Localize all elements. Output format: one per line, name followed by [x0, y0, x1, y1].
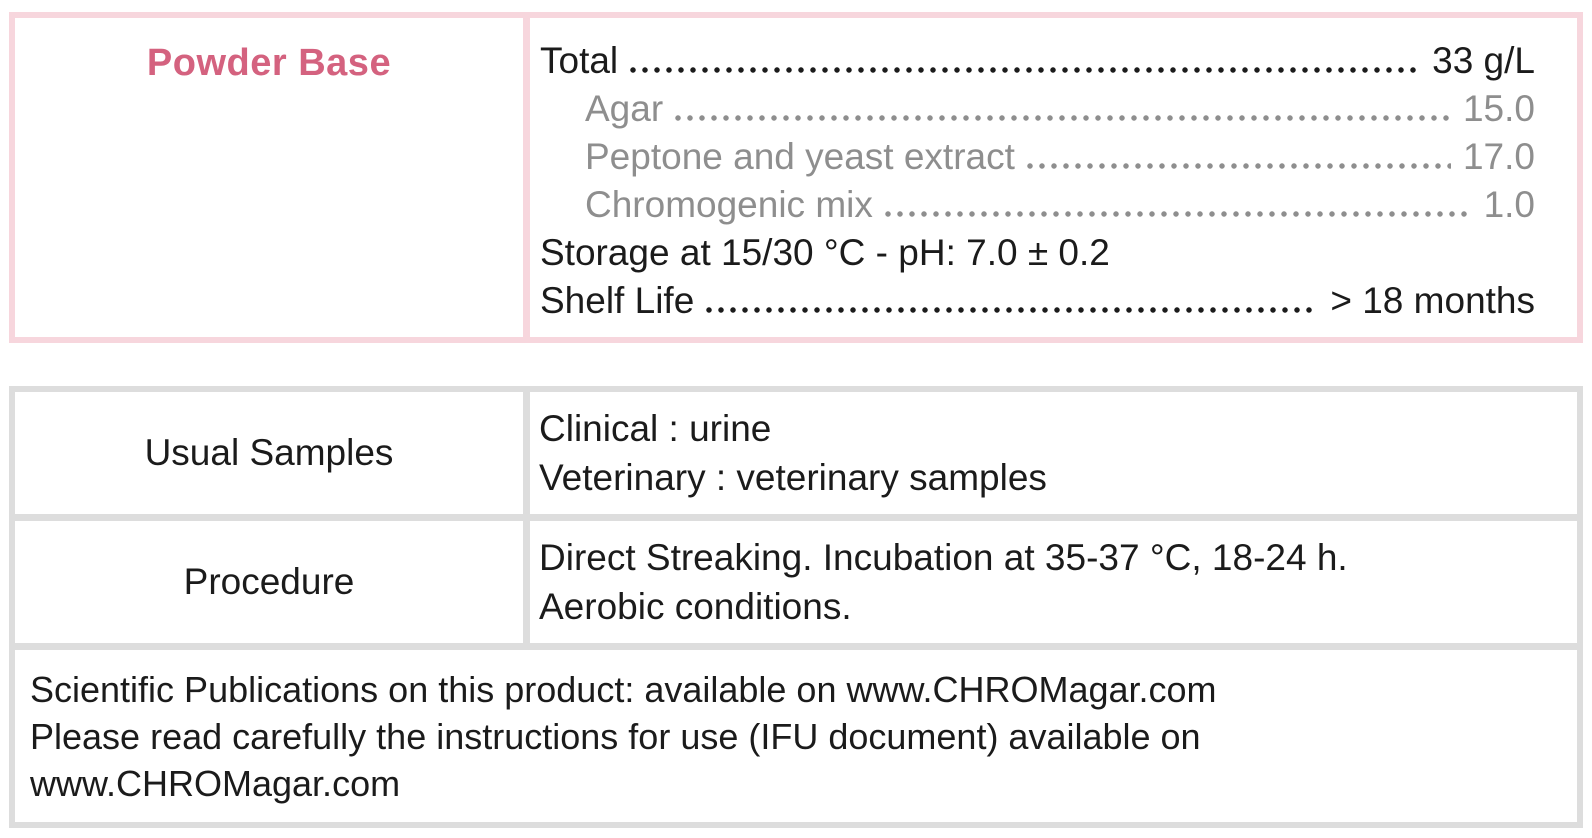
- dot-leader: [706, 307, 1318, 313]
- dot-leader: [675, 115, 1451, 121]
- usual-samples-row: [15, 392, 1577, 521]
- composition-value: 33 g/L: [1432, 40, 1535, 81]
- shelf-life-label: Shelf Life: [540, 280, 695, 321]
- composition-row-chromogenic-mix: [540, 181, 1535, 229]
- procedure-row: [15, 521, 1577, 650]
- usual-samples-label: Usual Samples: [15, 392, 530, 514]
- powder-base-title: Powder Base: [146, 42, 392, 84]
- composition-row-peptone: [540, 133, 1535, 181]
- info-table: [9, 386, 1583, 828]
- storage-ph-line: [540, 229, 1535, 277]
- powder-base-content-cell: [530, 18, 1577, 337]
- composition-row-total: [540, 37, 1535, 85]
- composition-row-agar: [540, 85, 1535, 133]
- footer-line-ifu: Please read carefully the instructions for use (IFU document) available on: [30, 716, 1201, 757]
- procedure-line-aerobic: Aerobic conditions.: [539, 586, 852, 627]
- shelf-life-row: [540, 277, 1535, 325]
- composition-label: Peptone and yeast extract: [585, 136, 1015, 177]
- procedure-value-cell: [530, 521, 1577, 643]
- footer-line-url: www.CHROMagar.com: [30, 763, 401, 804]
- composition-label: Total: [540, 40, 619, 81]
- composition-label: Agar: [585, 88, 664, 129]
- dot-leader: [1027, 163, 1451, 169]
- footer-line-publications: Scientific Publications on this product: available on www.CHROMagar.com: [30, 669, 1217, 710]
- composition-label: Chromogenic mix: [585, 184, 873, 225]
- composition-value: 1.0: [1483, 184, 1535, 225]
- usual-samples-line-veterinary: Veterinary : veterinary samples: [539, 457, 1047, 498]
- powder-base-table: [9, 12, 1583, 343]
- usual-samples-line-clinical: Clinical : urine: [539, 408, 772, 449]
- composition-value: 17.0: [1462, 136, 1535, 177]
- dot-leader: [885, 211, 1472, 217]
- dot-leader: [630, 67, 1420, 73]
- powder-base-header-cell: [15, 18, 530, 337]
- composition-value: 15.0: [1462, 88, 1535, 129]
- storage-ph-text: Storage at 15/30 °C - pH: 7.0 ± 0.2: [540, 232, 1110, 273]
- shelf-life-value: > 18 months: [1330, 280, 1535, 321]
- usual-samples-value-cell: [530, 392, 1577, 514]
- procedure-line-streaking: Direct Streaking. Incubation at 35-37 °C, 18-24 h.: [539, 537, 1348, 578]
- procedure-label: Procedure: [15, 521, 530, 643]
- publications-footer: [15, 650, 1577, 822]
